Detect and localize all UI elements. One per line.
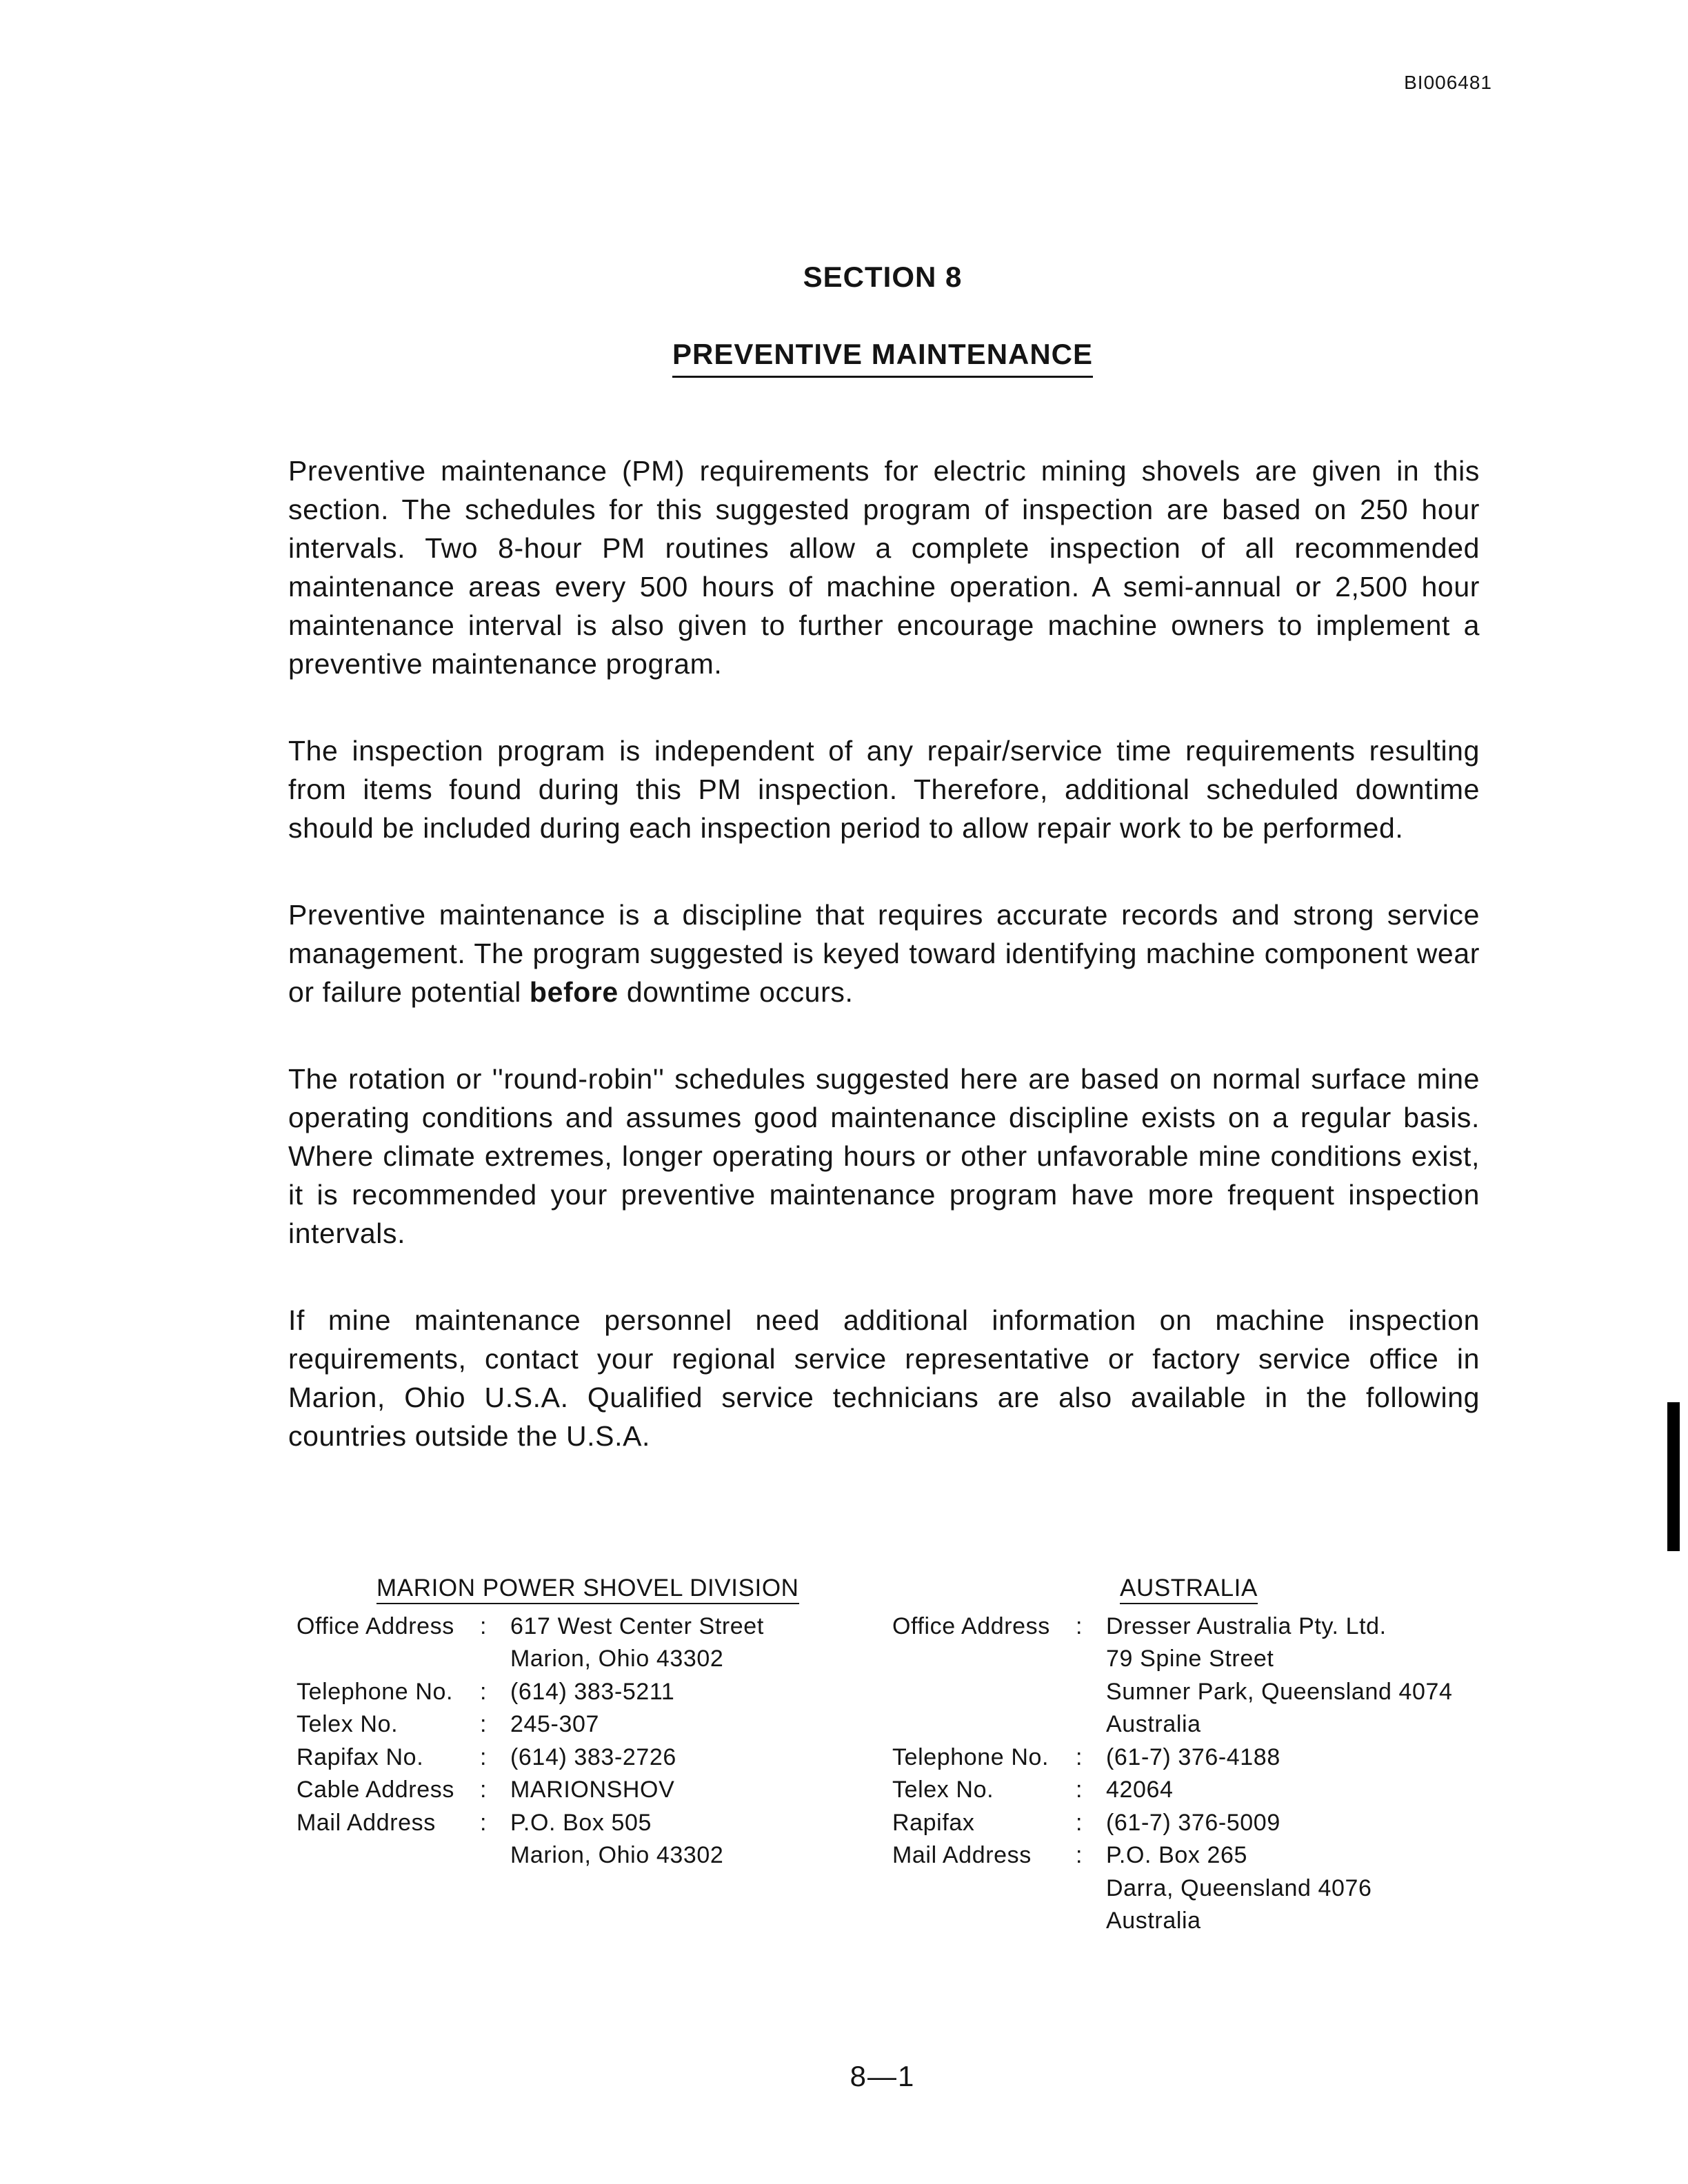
australia-office-address: Office Address : Dresser Australia Pty. Ltd. 79 Spine Street Sumner Park, Queensland 4074 Australia bbox=[892, 1612, 1453, 1737]
revision-bar bbox=[1667, 1402, 1680, 1551]
marion-rapifax: Rapifax No. : (614) 383-2726 bbox=[297, 1743, 676, 1770]
australia-telephone: Telephone No. : (61-7) 376-4188 bbox=[892, 1743, 1280, 1770]
marion-cable-address: Cable Address : MARIONSHOV bbox=[297, 1777, 675, 1803]
office-directory bbox=[297, 1572, 1483, 1958]
paragraph-2: The inspection program is independent of any repair/service time requirements resulting from items found during this PM inspection. Therefore, additional scheduled downtime should be included during each inspection period to allow repair work to be performed. bbox=[288, 735, 1480, 844]
australia-mail-address: Mail Address : P.O. Box 265 Darra, Queensland 4076 Australia bbox=[892, 1842, 1372, 1934]
paragraph-5: If mine maintenance personnel need additional information on machine inspection requirements, contact your regional service representative or factory service office in Marion, Ohio U.S.A. Qualified service technicians are also available in the following countries outside the U.S.A. bbox=[288, 1304, 1480, 1452]
marion-telex: Telex No. : 245-307 bbox=[297, 1711, 599, 1737]
marion-office-heading: MARION POWER SHOVEL DIVISION bbox=[297, 1572, 821, 1605]
marion-office-address: Office Address : 617 West Center Street Marion, Ohio 43302 bbox=[297, 1612, 764, 1672]
australia-rapifax: Rapifax : (61-7) 376-5009 bbox=[892, 1809, 1280, 1836]
page-number: 8—1 bbox=[850, 2060, 916, 2092]
australia-office bbox=[892, 1572, 1485, 1938]
paragraph-3-before: Preventive maintenance is a discipline that requires accurate records and strong service management. The program suggested is keyed toward identifying machine component wear or failure potential bbox=[288, 899, 1480, 1008]
marion-telephone: Telephone No. : (614) 383-5211 bbox=[297, 1678, 675, 1705]
australia-office-heading: AUSTRALIA bbox=[892, 1572, 1485, 1605]
paragraph-3-emphasis: before bbox=[529, 976, 619, 1008]
body-text bbox=[288, 452, 1480, 1504]
section-title-text: PREVENTIVE MAINTENANCE bbox=[672, 338, 1093, 378]
document-id: BI006481 bbox=[1404, 72, 1492, 93]
marion-office bbox=[297, 1572, 821, 1872]
section-number: SECTION 8 bbox=[803, 261, 963, 293]
paragraph-3 bbox=[288, 896, 1480, 1011]
paragraph-3-after: downtime occurs. bbox=[618, 976, 854, 1008]
marion-mail-address: Mail Address : P.O. Box 505 Marion, Ohio 43302 bbox=[297, 1809, 724, 1868]
paragraph-1: Preventive maintenance (PM) requirements for electric mining shovels are given in this section. The schedules for this suggested program of inspection are based on 250 hour intervals. Two 8-hour PM routines allow a complete inspection of all recommended maintenance areas every 500 hours of machine operation. A semi-annual or 2,500 hour maintenance interval is also given to further encourage machine owners to implement a preventive maintenance program. bbox=[288, 455, 1480, 680]
australia-telex: Telex No. : 42064 bbox=[892, 1777, 1174, 1803]
paragraph-4: The rotation or ''round-robin'' schedules suggested here are based on normal surface mine operating conditions and assumes good maintenance discipline exists on a regular basis. Where climate extremes, longer operating hours or other unfavorable mine conditions exist, it is recommended your preventive maintenance program have more frequent inspection intervals. bbox=[288, 1063, 1480, 1249]
section-title bbox=[0, 338, 1688, 371]
